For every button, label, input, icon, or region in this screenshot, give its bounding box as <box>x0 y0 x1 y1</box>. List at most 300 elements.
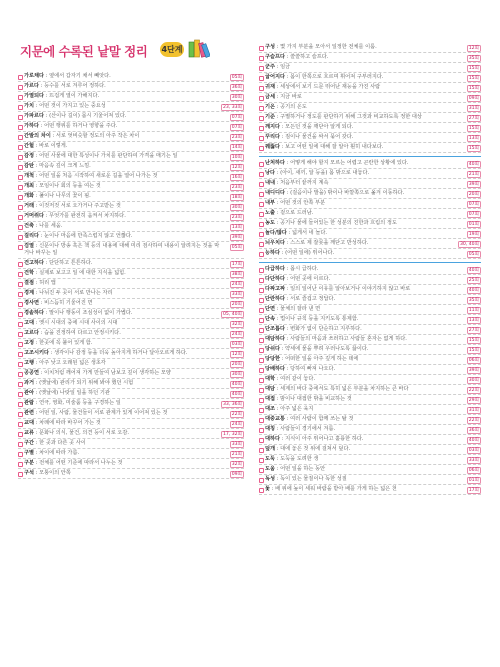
vocab-entry: 대하다 : 지식이 아주 뛰어나고 훌륭한 하다. 40회 <box>259 435 481 445</box>
vocab-entry: 놀다/많다 : 넓게서 네 놀다. 19회 <box>259 229 481 239</box>
vocab-definition: 넓게서 네 놀다. <box>292 230 328 236</box>
vocab-word: 귀재 <box>265 84 276 90</box>
chapter-badge: 01회 <box>468 477 479 483</box>
vocab-entry: 경사면 : 비스듬히 기울어진 면 20회 <box>18 299 244 309</box>
vocab-entry: 거머쥐다 : 무엇가를 완전히 움켜서 차지하다. 23회 <box>18 212 244 222</box>
vocab-entry: 대중교통 : 여러 사람이 함께 쓰는 탈 것 22회 <box>259 415 481 425</box>
vocab-definition: 눈이나 마음에 만족스럽지 않고 언짢다. <box>44 233 133 239</box>
chapter-badge: 35회 <box>468 55 479 61</box>
vocab-word: 고르다 <box>24 330 40 336</box>
vocab-word: 구석 <box>24 470 35 476</box>
vocab-entry: 대접 : 밤이나 대접한 밖을 비교하는 것 29회 <box>259 395 481 405</box>
chapter-badge: 13회 <box>231 224 242 230</box>
chapter-badge: 14회 <box>231 144 242 150</box>
vocab-word: 경사면 <box>24 300 40 306</box>
chapter-badge: 06회 <box>468 467 479 473</box>
vocab-entry: 관람 : 연극, 영화, 미술품 등을 구경하는 일 33, 36회 <box>18 399 244 409</box>
vocab-entry: 내부 : 어떤 것의 안쪽 부분 07회 <box>259 199 481 209</box>
vocab-word: 교류 <box>24 430 35 436</box>
vocab-definition: 아주 넓은 육지 <box>280 406 314 412</box>
vocab-word: 구분 <box>24 460 35 466</box>
vocab-word: 능하다 <box>265 250 281 256</box>
vocab-word: 검열 <box>24 243 35 249</box>
vocab-entry: 가파르다 : (산이나 길이) 몹시 기울어져 있다. 07회 <box>18 112 244 122</box>
vocab-word: 개화 <box>24 193 35 199</box>
vocab-definition: 서로 엇비슷할 정도의 아주 작은 차이 <box>55 133 140 139</box>
vocab-definition: 지식이 아주 뛰어나고 훌륭한 하다. <box>285 436 364 442</box>
vocab-definition: 밤이나 대접한 밖을 비교하는 것 <box>280 396 352 402</box>
vocab-definition: 임금 <box>280 64 291 70</box>
chapter-badge: 23회 <box>231 184 242 190</box>
vocab-entry: 감탄 : 마음속 깊이 크게 느낌. 12회 <box>18 162 244 172</box>
vocab-definition: 일의 일어난 이유를 알아보거나 이야기하지 않고 바로 <box>290 286 411 292</box>
vocab-definition: 마음속 깊이 크게 느낌. <box>39 163 91 169</box>
chapter-badge: 29회 <box>468 397 479 403</box>
vocab-entry: 능하다 : (어떤 일에) 뛰어나다. 05회 <box>259 249 481 259</box>
chapter-badge: 33회 <box>231 441 242 447</box>
vocab-definition: 풀이나 나무의 꽃이 핌. <box>39 193 91 199</box>
vocab-word: 다짜고짜 <box>265 286 286 292</box>
chapter-badge: 24회 <box>231 281 242 287</box>
vocab-definition: 세계의 바다 중에서도 특히 넓은 부분을 차지하는 큰 바다 <box>280 386 409 392</box>
vocab-entry: 다급하다 : 몹시 급하다. 40회 <box>259 265 481 275</box>
vocab-definition: 전체를 어떤 기준에 따라서 나누는 것 <box>39 460 123 466</box>
vocab-word: 내디디다 <box>265 190 286 196</box>
chapter-badge: 13회 <box>468 317 479 323</box>
vocab-entry: 귀재 : 세상에서 보기 드문 뛰어난 재능을 가진 사람 15회 <box>259 83 481 93</box>
vocab-word: 결점 <box>24 280 35 286</box>
vocab-definition: 나뉘진 두 곳이 서로 만나는 자리 <box>39 290 113 296</box>
vocab-entry: 경솔하다 : 말이나 행동이 조심성이 없이 가볍다. 05, 40회 <box>18 309 244 319</box>
vocab-word: 개최 <box>24 183 35 189</box>
vocab-word: 가르다 <box>24 83 40 89</box>
vocab-definition: 쓸쓸하고 슬프다. <box>290 54 329 60</box>
vocab-definition: 단단하고 튼튼하다. <box>49 260 93 266</box>
chapter-badge: 30회 <box>231 371 242 377</box>
vocab-definition: 말이나 행동이 조심성이 없이 가볍다. <box>49 310 133 316</box>
vocab-entry: 감정 : 어떤 사물에 대한 특성이나 가치를 판단하여 가격을 매기는 일 10회 <box>18 152 244 162</box>
chapter-badge: 15회 <box>468 337 479 343</box>
vocab-word: 간발의 차이 <box>24 133 51 139</box>
vocab-definition: 어떤 것이 가지고 있는 중요성 <box>39 103 106 109</box>
chapter-badge: 15회 <box>468 85 479 91</box>
vocab-definition: 허리 앱 <box>39 280 56 286</box>
vocab-entry: 간헐 : 바로 이렇게. 14회 <box>18 142 244 152</box>
vocab-word: 대중교통 <box>265 416 286 422</box>
vocab-word: 당당한 <box>265 356 281 362</box>
vocab-word: 가하다 <box>24 123 40 129</box>
vocab-entry: 기준 : 구별하거나 정도를 판단하기 위해 그것과 비교하도록 정한 대상 27회 <box>259 113 481 123</box>
vocab-word: 다단하다 <box>265 276 286 282</box>
vocab-definition: 사람들이 경기에서 겨룸. <box>280 426 336 432</box>
vocab-entry: 단조롭다 : 변화가 없이 단순하고 지루하다. 27회 <box>259 325 481 335</box>
chapter-badge: 10회 <box>231 154 242 160</box>
vocab-entry: 대조 : 아주 넓은 육지 31회 <box>259 405 481 415</box>
vocab-entry: 고정 : 한곳에 꼭 붙어 있게 함. 03회 <box>18 339 244 349</box>
vocab-definition: 어떤 행위를 하거나 영향을 주다. <box>44 123 118 129</box>
vocab-word: 내부 <box>265 200 276 206</box>
vocab-definition: 보고 어떤 일에 대해 잘 알아 훤히 내다보다. <box>285 144 384 150</box>
vocab-word: 교대 <box>24 420 35 426</box>
vocab-word: 놀다/많다 <box>265 230 287 236</box>
vocab-word: 대하다 <box>265 436 281 442</box>
vocab-word: 대담 <box>265 386 276 392</box>
vocab-definition: 어떤 일을 하는 동안 <box>280 466 326 472</box>
chapter-badge: 21회 <box>468 171 479 177</box>
vocab-word: 뇌우치다 <box>265 240 286 246</box>
chapter-badge: 40회 <box>468 161 479 167</box>
chapter-badge: 12회 <box>231 351 242 357</box>
chapter-badge: 15회 <box>468 75 479 81</box>
vocab-word: 걸리다 <box>24 233 40 239</box>
vocab-definition: 변화가 없이 단순하고 지루하다. <box>290 326 362 332</box>
page-title: 지문에 수록된 낱말 정리 <box>20 44 148 59</box>
vocab-definition: 공기나 물에 들어있는 한 성분의 진한과 흐림의 정도 <box>280 220 397 226</box>
vocab-word: 공공연 <box>24 370 40 376</box>
vocab-word: 관람 <box>24 400 35 406</box>
vocab-definition: 물체의 잘라 낸 면 <box>280 306 321 312</box>
vocab-word: 덮개 <box>265 446 276 452</box>
chapter-badge: 40회 <box>468 437 479 443</box>
vocab-definition: 이것저것 서로 오가거나 주고받는 것 <box>39 203 121 209</box>
vocab-definition: 연극, 영화, 미술품 등을 구경하는 일 <box>39 400 121 406</box>
vocab-word: 견학 <box>24 270 35 276</box>
chapter-badge: 05회 <box>231 244 242 250</box>
books-icon <box>188 38 210 58</box>
chapter-badge: 15회 <box>468 65 479 71</box>
vocab-word: 고행 <box>24 360 35 366</box>
chapter-badge: 27회 <box>468 327 479 333</box>
vocab-entry: 개척 : 어떤 일을 처음 시작하여 새로운 길을 열어 나가는 것 16회 <box>18 172 244 182</box>
chapter-badge: 03회 <box>231 341 242 347</box>
chapter-badge: 07회 <box>231 114 242 120</box>
vocab-entry: 가하다 : 어떤 행위를 하거나 영향을 주다. 07회 <box>18 122 244 132</box>
vocab-entry: 꿰뚫다 : 보고 어떤 일에 대해 잘 알아 훤히 내다보다. 15회 <box>259 143 481 153</box>
vocab-word: 대칭 <box>265 426 276 432</box>
vocab-entry: 고대 : 옛시 시대의 중에 시대 사이의 시대 32회 <box>18 319 244 329</box>
vocab-entry: 군주 : 임금 15회 <box>259 63 481 73</box>
chapter-badge: 18회 <box>231 194 242 200</box>
chapter-badge: 12회 <box>468 45 479 51</box>
vocab-word: 낭다 <box>265 170 276 176</box>
vocab-definition: 구별하거나 정도를 판단하기 위해 그것과 비교하도록 정한 대상 <box>280 114 422 120</box>
vocab-word: 경계 <box>24 290 35 296</box>
vocab-entry: 금세 : 지금 바로 09회 <box>259 93 481 103</box>
vocab-word: 가열되다 <box>24 93 45 99</box>
chapter-badge: 33회 <box>468 457 479 463</box>
vocab-entry: 걸리다 : 눈이나 마음에 만족스럽지 않고 언짢다. 39회 <box>18 232 244 242</box>
vocab-word: 깨지다 <box>265 124 281 130</box>
vocab-definition: 이치처럼 깨어져 가게 만들여 남보고 깊이 생각하는 모양 <box>44 370 171 376</box>
chapter-badge: 19회 <box>468 231 479 237</box>
chapter-badge: 06회 <box>468 357 479 363</box>
vocab-word: 대학 <box>265 376 276 382</box>
vocab-entry: 간발의 차이 : 서로 엇비슷할 정도의 아주 작은 차이 23회 <box>18 132 244 142</box>
vocab-entry: 돛 : 배 위에 높이 세워 바람을 받아 배를 가게 하는 넓은 천 17회 <box>259 485 481 495</box>
vocab-entry: 단란하다 : 서로 즐겁고 정답다. 35회 <box>259 295 481 305</box>
vocab-definition: 한곳에 꼭 붙어 있게 함. <box>39 340 93 346</box>
vocab-definition: 모퉁이의 안쪽 <box>39 470 71 476</box>
vocab-entry: 대담하다 : 사람들의 마음과 쓰러하고 사람들 혼자는 없게 하다. 15회 <box>259 335 481 345</box>
vocab-definition: 습을 진정하여 다르고 안정시키다. <box>44 330 121 336</box>
vocab-entry: 내내 : 처음부터 끝까지 계속 39회 <box>259 179 481 189</box>
chapter-badge: 40회 <box>468 267 479 273</box>
vocab-word: 구별 <box>24 450 35 456</box>
vocab-entry: 꾸리다 : 짐이나 물건을 싸서 묶어 갖다. 13회 <box>259 133 481 143</box>
chapter-badge: 03회 <box>468 447 479 453</box>
vocab-definition: 어떻게 해야 할지 모르는 어렵고 곤란한 상황에 있다. <box>290 160 409 166</box>
vocab-definition: 사람들의 마음과 쓰러하고 사람들 혼자는 없게 하다. <box>290 336 407 342</box>
vocab-definition: 독이 있는 물질이나 독한 성질 <box>280 476 347 482</box>
vocab-word: 관아 <box>24 390 35 396</box>
vocab-entry: 구성 : 몇 가지 부분을 모아서 일정한 전체를 이룸. 12회 <box>259 43 481 53</box>
vocab-word: 구간 <box>24 440 35 446</box>
vocab-entry: 견고하다 : 단단하고 튼튼하다. 17회 <box>18 259 244 269</box>
vocab-definition: 문화나 의식, 물건, 의견 등이 서로 오감. <box>39 430 130 436</box>
vocab-definition: 스스로 제 잘못을 깨닫고 반성하다. <box>290 240 369 246</box>
vocab-definition: 생각이나 감정 등을 더욱 높아지게 하거나 달아오르게 하다. <box>54 350 188 356</box>
vocab-word: 경솔하다 <box>24 310 45 316</box>
vocab-entry: 구분 : 전체를 어떤 기준에 따라서 나누는 것 32회 <box>18 459 244 469</box>
vocab-word: 도둑 <box>265 456 276 462</box>
vocab-entry: 난처하다 : 어떻게 해야 할지 모르는 어렵고 곤란한 상황에 있다. 40회 <box>259 159 481 169</box>
vocab-entry: 낭다 : (아이, 새끼, 알 등을) 몸 밖으로 내놓다. 21회 <box>259 169 481 179</box>
chapter-badge: 22회 <box>468 417 479 423</box>
section-divider <box>259 262 481 263</box>
vocab-entry: 관아 : (옛날에) 나랏일 일을 하던 기관 40회 <box>18 389 244 399</box>
vocab-entry: 개화 : 풀이나 나무의 꽃이 핌. 18회 <box>18 192 244 202</box>
chapter-badge: 31회 <box>468 105 479 111</box>
chapter-badge: 20회 <box>231 301 242 307</box>
chapter-badge: 15회 <box>468 145 479 151</box>
vocab-entry: 도움 : 어떤 일을 하는 동안 06회 <box>259 465 481 475</box>
vocab-entry: 고조시키다 : 생각이나 감정 등을 더욱 높아지게 하거나 달아오르게 하다. 12회 <box>18 349 244 359</box>
vocab-entry: 고행 : 아주 낮고 오래된 넓은 생초각 20회 <box>18 359 244 369</box>
chapter-badge: 30회 <box>231 94 242 100</box>
vocab-entry: 공공연 : 이치처럼 깨어져 가게 만들여 남보고 깊이 생각하는 모양 30회 <box>18 369 244 379</box>
vocab-word: 구성 <box>265 44 276 50</box>
vocab-word: 난처하다 <box>265 160 286 166</box>
vocab-definition: 비스듬히 기울어진 면 <box>44 300 93 306</box>
chapter-badge: 36회 <box>468 427 479 433</box>
vocab-word: 가치 <box>24 103 35 109</box>
vocab-entry: 노출 : 겉으로 드러남. 07회 <box>259 209 481 219</box>
vocab-definition: 공기의 온도 <box>280 104 307 110</box>
vocab-entry: 깨지다 : 모든던 것을 깨닫아 알게 되다. 15회 <box>259 123 481 133</box>
vocab-definition: 여러 같이 놓다. <box>280 376 316 382</box>
vocab-entry: 단면 : 물체의 잘라 낸 면 11회 <box>259 305 481 315</box>
vocab-entry: 대학 : 여러 같이 놓다. 30회 <box>259 375 481 385</box>
vocab-definition: 몸이 한쪽으로 흐르며 휘어져 구부러지다. <box>290 74 384 80</box>
vocab-definition: 약세에 물을 뿌려 우러나도록 끓이다. <box>285 346 369 352</box>
vocab-entry: 고르다 : 습을 진정하여 다르고 안정시키다. 24회 <box>18 329 244 339</box>
vocab-entry: 당당한 : 어떠한 일을 아주 깊게 하는 데에 06회 <box>259 355 481 365</box>
chapter-badge: 12회 <box>231 164 242 170</box>
vocab-word: 가로채다 <box>24 73 45 79</box>
vocab-word: 과거 <box>24 380 35 386</box>
vocab-definition: 몇 가지 부분을 모아서 일정한 전체를 이룸. <box>280 44 377 50</box>
vocab-word: 대접 <box>265 396 276 402</box>
vocab-definition: 차례에 따라 바꾸어 가는 것 <box>39 420 101 426</box>
chapter-badge: 17회 <box>468 487 479 493</box>
chapter-badge: 40회 <box>231 381 242 387</box>
vocab-definition: (산이나 길이) 몹시 기울어져 있다. <box>49 113 127 119</box>
chapter-badge: 21회 <box>231 451 242 457</box>
vocab-entry: 거래 : 이것저것 서로 오가거나 주고받는 것 30회 <box>18 202 244 212</box>
chapter-badge: 33, 36회 <box>222 401 242 407</box>
chapter-badge: 05, 40회 <box>222 311 242 317</box>
vocab-definition: 등수를 서로 겨루어 정하다. <box>44 83 106 89</box>
vocab-definition: 어떤 사물에 대한 특성이나 가치를 판단하여 가격을 매기는 일 <box>39 153 178 159</box>
vocab-word: 고조시키다 <box>24 350 50 356</box>
vocab-entry: 교대 : 차례에 따라 바꾸어 가는 것 24회 <box>18 419 244 429</box>
vocab-entry: 농도 : 공기나 물에 들어있는 한 성분의 진한과 흐림의 정도 01회 <box>259 219 481 229</box>
vocab-definition: 옆에서 갑자기 채서 빼앗다. <box>49 73 111 79</box>
section-divider <box>259 156 481 157</box>
chapter-badge: 23회 <box>231 214 242 220</box>
chapter-badge: 36회 <box>231 84 242 90</box>
chapter-badge: 30, 40회 <box>459 241 479 247</box>
vocab-definition: 모든던 것을 깨닫아 알게 되다. <box>285 124 354 130</box>
chapter-badge: 40회 <box>468 287 479 293</box>
vocab-word: 노출 <box>265 210 276 216</box>
chapter-badge: 30회 <box>231 204 242 210</box>
chapter-badge: 22회 <box>468 387 479 393</box>
vocab-definition: 어떠한 일을 아주 깊게 하는 데에 <box>285 356 359 362</box>
chapter-badge: 35회 <box>468 297 479 303</box>
vocab-definition: 여러 사람이 함께 쓰는 탈 것 <box>290 416 354 422</box>
vocab-entry: 가로채다 : 옆에서 갑자기 채서 빼앗다. 05회 <box>18 72 244 82</box>
right-column <box>259 43 481 655</box>
vocab-word: 독성 <box>265 476 276 482</box>
vocab-definition: 겉으로 드러남. <box>280 210 314 216</box>
chapter-badge: 09회 <box>231 471 242 477</box>
vocab-definition: (어떤 일에) 뛰어나다. <box>285 250 335 256</box>
vocab-word: 내내 <box>265 180 276 186</box>
chapter-badge: 17회 <box>231 261 242 267</box>
vocab-entry: 구별 : 차이에 따라 가름. 21회 <box>18 449 244 459</box>
vocab-definition: (옛날에) 관리가 되기 위해 봐야 했던 시험 <box>39 380 134 386</box>
vocab-definition: 배 위에 높이 세워 바람을 받아 배를 가게 하는 넓은 천 <box>275 486 397 492</box>
vocab-entry: 덮개 : 대에 놓은 것 위에 걸쳐서 덮다. 03회 <box>259 445 481 455</box>
vocab-entry: 구석 : 모퉁이의 안쪽 09회 <box>18 469 244 479</box>
vocab-definition: 옛시 시대의 중에 시대 사이의 시대 <box>39 320 118 326</box>
vocab-definition: (아이, 새끼, 알 등을) 몸 밖으로 내놓다. <box>280 170 370 176</box>
vocab-word: 꾸리다 <box>265 134 281 140</box>
page-header <box>20 38 240 64</box>
vocab-word: 대담하다 <box>265 336 286 342</box>
vocab-entry: 견학 : 실제로 보고고 일 에 대한 지식을 넓힘. 38회 <box>18 269 244 279</box>
vocab-word: 감탄 <box>24 163 35 169</box>
vocab-entry: 다짜고짜 : 일의 일어난 이유를 알아보거나 이야기하지 않고 바로 40회 <box>259 285 481 295</box>
vocab-entry: 검열 : 신문이나 방송 혹은 책 등의 내용에 대해 미리 검사하여 내용이 알려지는 것을 막거나 바꾸는 일 05회 <box>18 242 244 259</box>
vocab-entry: 과거 : (옛날에) 관리가 되기 위해 봐야 했던 시험 40회 <box>18 379 244 389</box>
vocab-entry: 굽어지다 : 몸이 한쪽으로 흐르며 휘어져 구부러지다. 15회 <box>259 73 481 83</box>
vocab-definition: 서로 즐겁고 정답다. <box>290 296 336 302</box>
vocab-entry: 구간 : 한 곳과 다른 곳 사이 33회 <box>18 439 244 449</box>
chapter-badge: 33회 <box>231 291 242 297</box>
vocab-definition: 어떤 일을 처음 시작하여 새로운 길을 열어 나가는 것 <box>39 173 158 179</box>
chapter-badge: 07회 <box>231 124 242 130</box>
vocab-entry: 독성 : 독이 있는 물질이나 독한 성질 01회 <box>259 475 481 485</box>
vocab-word: 가파르다 <box>24 113 45 119</box>
chapter-badge: 07회 <box>468 201 479 207</box>
vocab-entry: 대담 : 세계의 바다 중에서도 특히 넓은 부분을 차지하는 큰 바다 22회 <box>259 385 481 395</box>
vocab-entry: 건축 : 나를 세움. 13회 <box>18 222 244 232</box>
vocab-definition: 한 곳과 다른 곳 사이 <box>39 440 86 446</box>
chapter-badge: 31회 <box>468 407 479 413</box>
vocab-word: 다급하다 <box>265 266 286 272</box>
vocab-definition: 짐이나 물건을 싸서 묶어 갖다. <box>285 134 354 140</box>
vocab-word: 단면 <box>265 306 276 312</box>
chapter-badge: 32회 <box>231 321 242 327</box>
chapter-badge: 39회 <box>468 181 479 187</box>
vocab-word: 고정 <box>24 340 35 346</box>
chapter-badge: 05회 <box>468 251 479 257</box>
vocab-entry: 당배하다 : 당하여 빠져 나오다. 39회 <box>259 365 481 375</box>
chapter-badge: 32회 <box>231 461 242 467</box>
chapter-badge: 23회 <box>231 134 242 140</box>
vocab-definition: 나를 세움. <box>39 223 63 229</box>
vocab-entry: 기온 : 공기의 온도 31회 <box>259 103 481 113</box>
vocab-word: 견고하다 <box>24 260 45 266</box>
vocab-word: 거머쥐다 <box>24 213 45 219</box>
vocab-definition: 대에 놓은 것 위에 걸쳐서 덮다. <box>280 446 351 452</box>
chapter-badge: 05회 <box>231 74 242 80</box>
chapter-badge: 13회 <box>468 135 479 141</box>
chapter-badge: 40회 <box>231 391 242 397</box>
vocab-entry: 구슬프다 : 쓸쓸하고 슬프다. 35회 <box>259 53 481 63</box>
vocab-definition: 당하여 빠져 나오다. <box>290 366 336 372</box>
level-badge: 4단계 <box>160 42 184 57</box>
chapter-badge: 24회 <box>231 331 242 337</box>
vocab-definition: 세상에서 보기 드문 뛰어난 재능을 가진 사람 <box>280 84 381 90</box>
vocab-definition: (걸음이나 발을) 밖이나 바깥쪽으로 옮겨 이동하다. <box>290 190 405 196</box>
chapter-badge: 30회 <box>468 377 479 383</box>
vocab-word: 도움 <box>265 466 276 472</box>
chapter-badge: 24회 <box>231 421 242 427</box>
vocab-entry: 내디디다 : (걸음이나 발을) 밖이나 바깥쪽으로 옮겨 이동하다. 20회 <box>259 189 481 199</box>
vocab-word: 당배하다 <box>265 366 286 372</box>
vocab-definition: 바로 이렇게. <box>39 143 68 149</box>
vocab-word: 농도 <box>265 220 276 226</box>
vocab-definition: 어떤 것의 안쪽 부분 <box>280 200 326 206</box>
vocab-definition: 무엇가를 완전히 움켜서 차지하다. <box>49 213 126 219</box>
vocab-definition: 신문이나 방송 혹은 책 등의 내용에 대해 미리 검사하여 내용이 알려지는 것을 막거나 바꾸는 일 <box>24 243 220 256</box>
vocab-definition: 어떤 곳에 이르다. <box>290 276 331 282</box>
vocab-word: 굽어지다 <box>265 74 286 80</box>
vocab-entry: 대칭 : 사람들이 경기에서 겨룸. 36회 <box>259 425 481 435</box>
chapter-badge: 15회 <box>468 347 479 353</box>
vocab-entry: 가르다 : 등수를 서로 겨루어 정하다. 36회 <box>18 82 244 92</box>
vocab-word: 거래 <box>24 203 35 209</box>
vocab-entry: 다단하다 : 어떤 곳에 이르다. 25회 <box>259 275 481 285</box>
vocab-entry: 단속 : 법이나 규칙 등을 지키도록 통제함. 13회 <box>259 315 481 325</box>
chapter-badge: 17, 32회 <box>222 431 242 437</box>
chapter-badge: 25회 <box>468 277 479 283</box>
vocab-entry: 가치 : 어떤 것이 가지고 있는 중요성 23, 33회 <box>18 102 244 112</box>
vocab-entry: 개최 : 모임이나 회의 등을 여는 것 23회 <box>18 182 244 192</box>
vocab-definition: 몹시 급하다. <box>290 266 319 272</box>
vocab-entry: 경계 : 나뉘진 두 곳이 서로 만나는 자리 33회 <box>18 289 244 299</box>
vocab-definition: (옛날에) 나랏일 일을 하던 기관 <box>39 390 110 396</box>
vocab-word: 단조롭다 <box>265 326 286 332</box>
vocab-entry: 도둑 : 도둑을 도려한 생 33회 <box>259 455 481 465</box>
vocab-word: 관련 <box>24 410 35 416</box>
chapter-badge: 16회 <box>231 174 242 180</box>
chapter-badge: 20회 <box>231 361 242 367</box>
vocab-entry: 관련 : 어떤 일, 사람, 물건들이 서로 관계가 있게 이어져 있는 것 22회 <box>18 409 244 419</box>
